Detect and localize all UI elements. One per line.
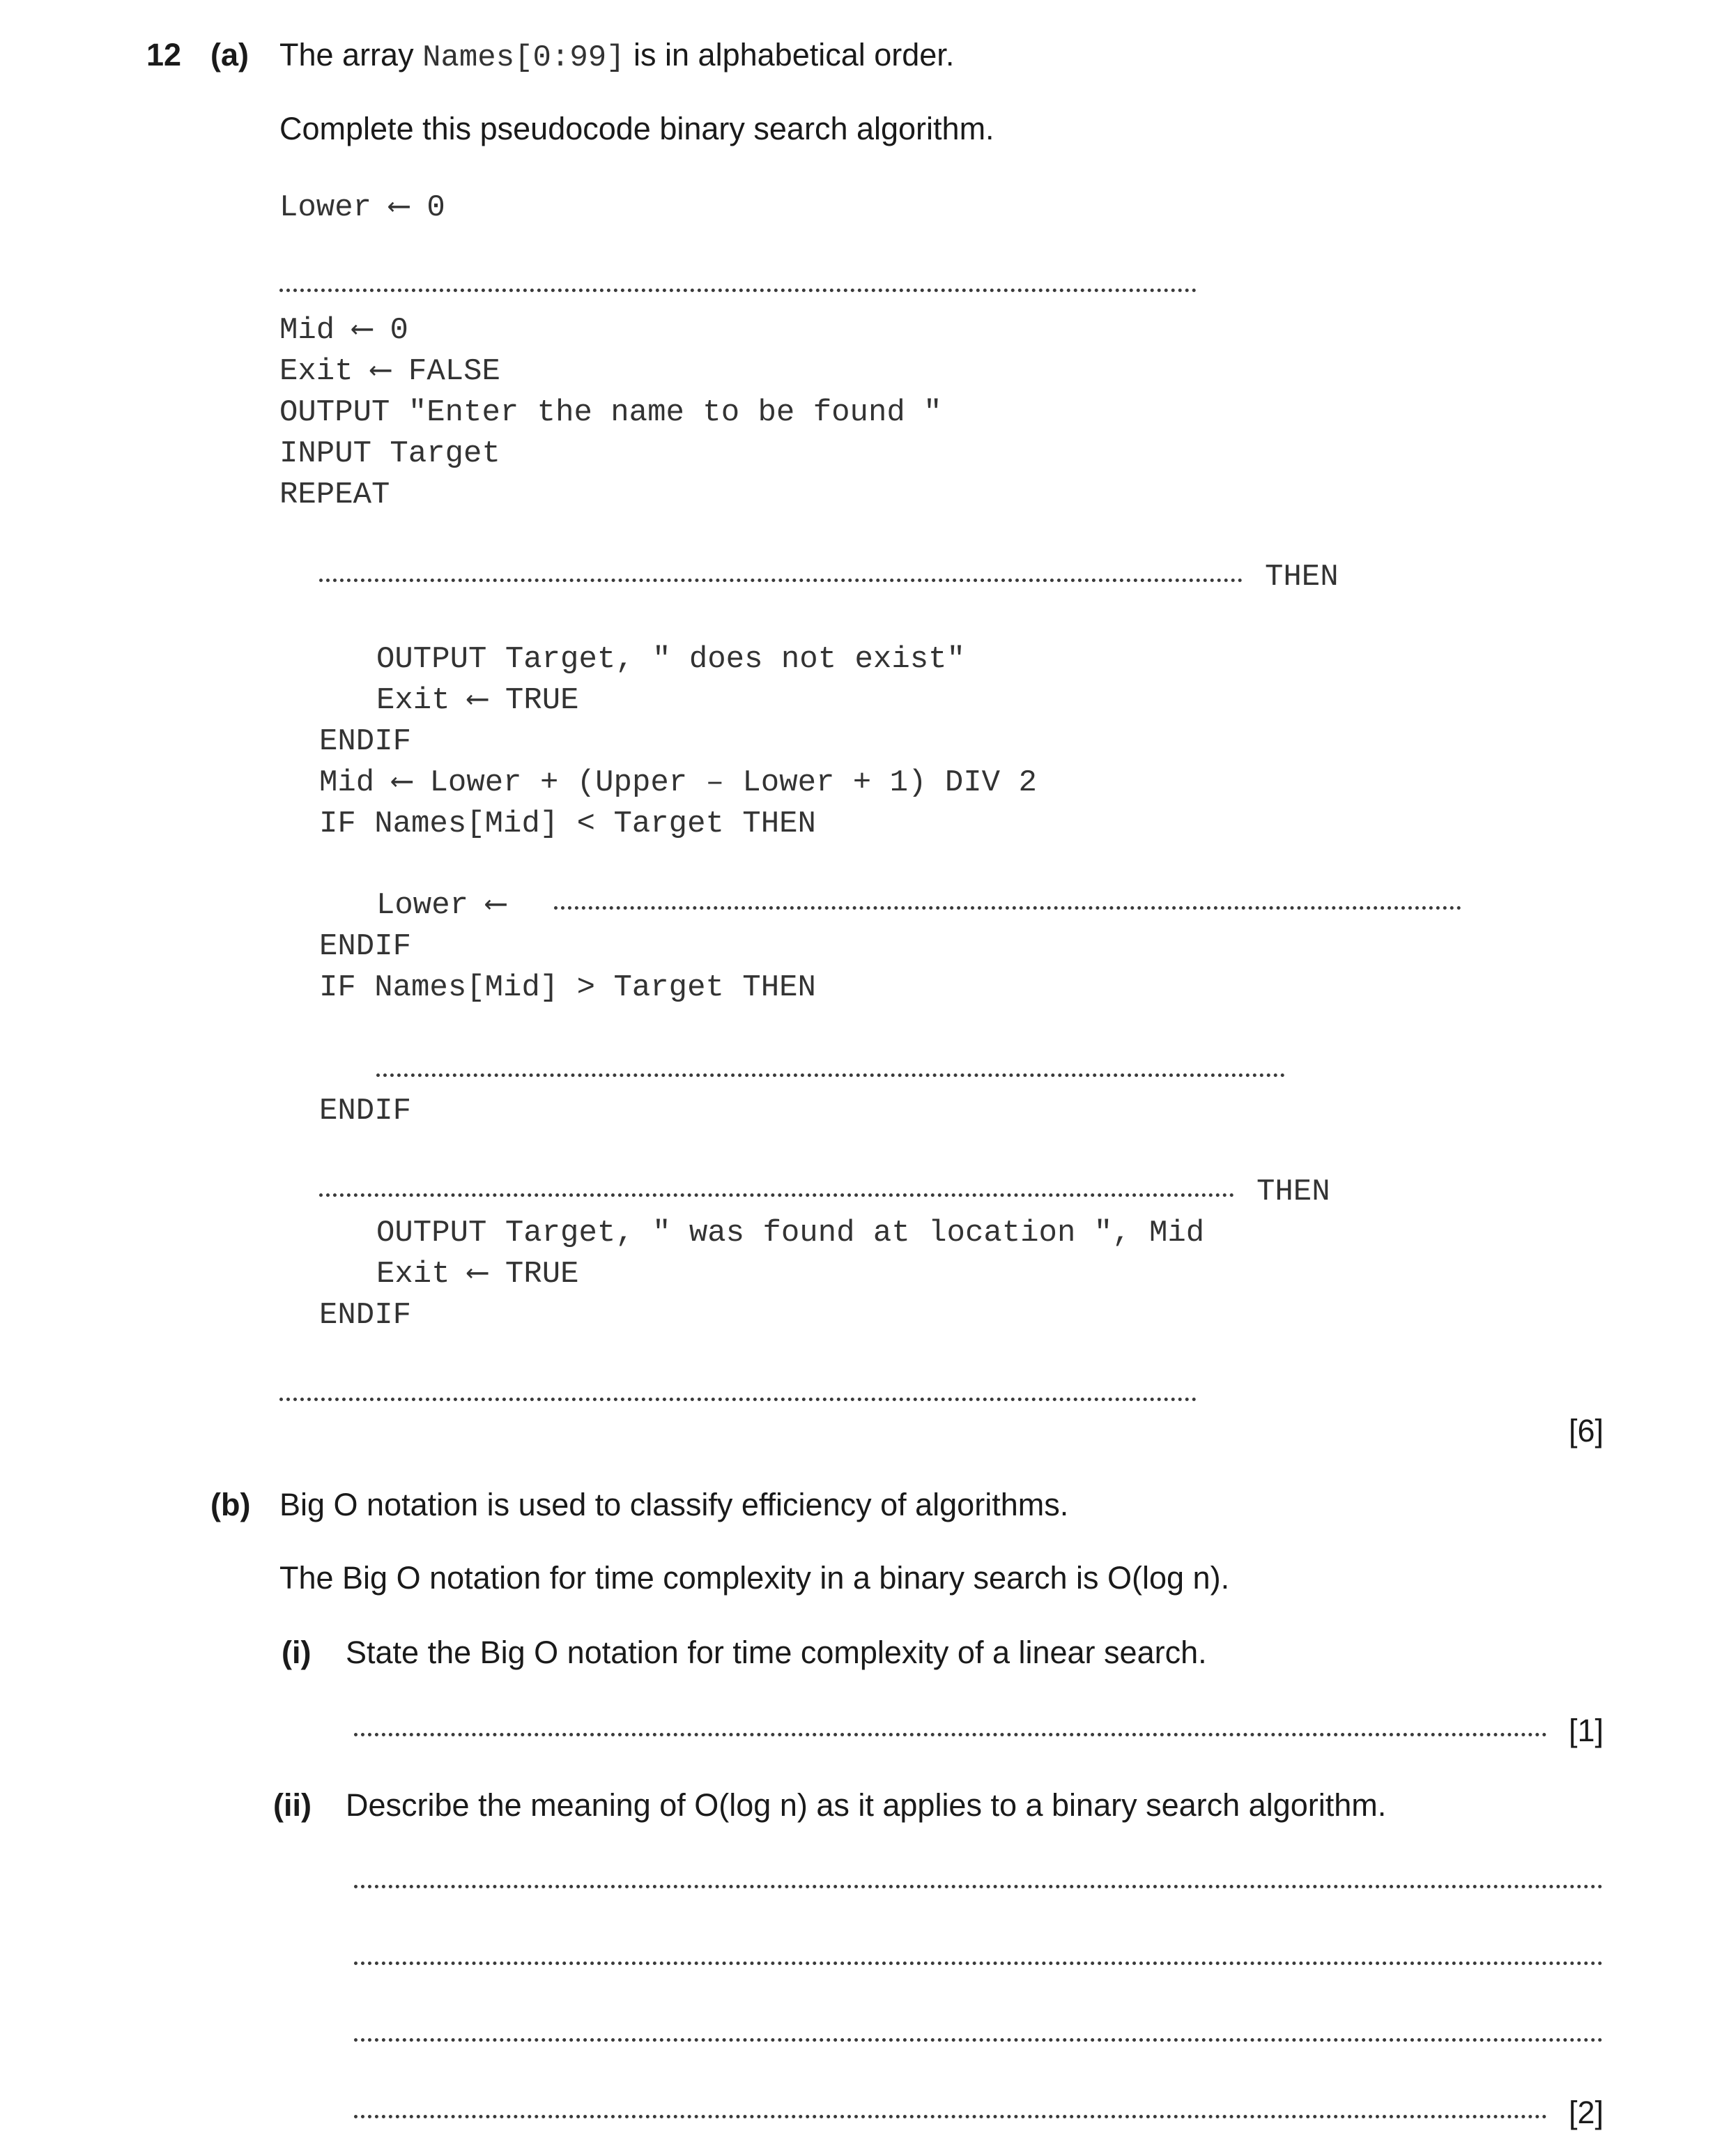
code-mid-init: Mid ⟵ 0 [279,313,408,348]
code-if-greater: IF Names[Mid] > Target THEN [319,970,816,1005]
part-a-marks: [6] [1569,1413,1604,1448]
answer-line-4[interactable] [376,1073,1285,1077]
code-then-1: THEN [1265,560,1339,595]
code-exit-init: Exit ⟵ FALSE [279,354,500,389]
code-output-not-exist: OUTPUT Target, " does not exist" [376,642,965,677]
answer-line-b-ii-2[interactable] [354,1962,1603,1965]
answer-line-6[interactable] [279,1398,1197,1401]
code-lower-init: Lower ⟵ 0 [279,190,445,225]
part-b-intro: Big O notation is used to classify efficiency of algorithms. [279,1487,1069,1522]
array-name-code: Names[0:99] [422,40,625,75]
part-a-label: (a) [210,37,249,72]
answer-line-1[interactable] [279,289,1197,292]
answer-line-2[interactable] [319,579,1243,582]
code-endif-4: ENDIF [319,1298,412,1333]
answer-line-b-ii-1[interactable] [354,1885,1603,1888]
answer-line-b-ii-3[interactable] [354,2038,1603,2042]
code-exit-true-1: Exit ⟵ TRUE [376,683,579,718]
answer-line-5[interactable] [319,1193,1234,1197]
sub-ii-text: Describe the meaning of O(log n) as it applies to a binary search algorithm. [346,1787,1387,1823]
code-endif-2: ENDIF [319,929,412,964]
code-if-less: IF Names[Mid] < Target THEN [319,806,816,841]
part-a-instruction: Complete this pseudocode binary search algorithm. [279,111,994,146]
code-endif-1: ENDIF [319,724,412,759]
code-input-target: INPUT Target [279,436,500,471]
answer-line-3[interactable] [554,906,1461,910]
sub-i-label: (i) [282,1635,312,1670]
part-a-intro-before: The array [279,37,423,72]
code-exit-true-2: Exit ⟵ TRUE [376,1257,579,1292]
question-number: 12 [146,37,182,72]
code-lower-assign: Lower ⟵ [376,888,505,923]
part-b-label: (b) [210,1487,251,1522]
code-output-prompt: OUTPUT "Enter the name to be found " [279,395,942,430]
part-b-statement: The Big O notation for time complexity in a binary search is O(log n). [279,1560,1230,1596]
part-a-intro [279,39,954,73]
part-a-intro-after: is in alphabetical order. [624,37,955,72]
code-then-2: THEN [1257,1175,1330,1209]
sub-i-text: State the Big O notation for time complexity of a linear search. [346,1635,1207,1670]
sub-ii-marks: [2] [1569,2095,1604,2130]
code-repeat: REPEAT [279,477,390,512]
sub-ii-label: (ii) [273,1787,312,1823]
answer-line-b-i[interactable] [354,1733,1547,1736]
sub-i-marks: [1] [1569,1713,1604,1748]
answer-line-b-ii-4[interactable] [354,2115,1547,2118]
code-endif-3: ENDIF [319,1094,412,1129]
code-mid-calc: Mid ⟵ Lower + (Upper – Lower + 1) DIV 2 [319,765,1037,800]
code-output-found: OUTPUT Target, " was found at location ", Mid [376,1216,1205,1251]
